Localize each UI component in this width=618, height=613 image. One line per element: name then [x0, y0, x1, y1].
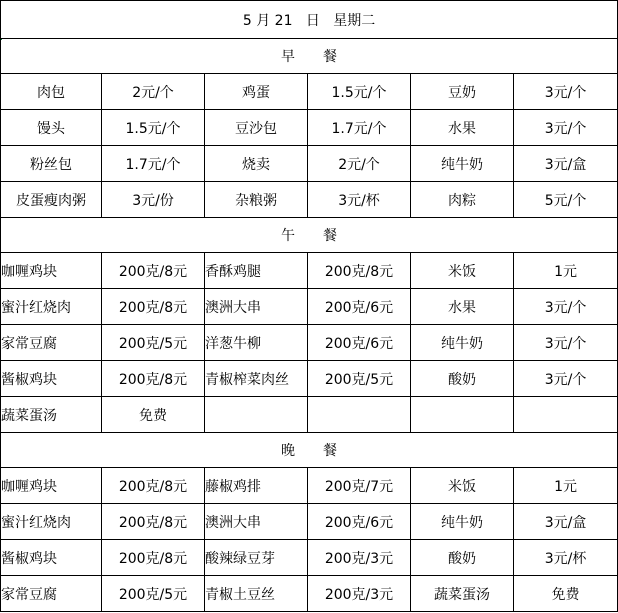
dish-name: 鸡蛋	[205, 74, 308, 110]
dish-name: 蔬菜蛋汤	[1, 397, 102, 433]
dish-price: 200克/3元	[308, 540, 411, 576]
dish-name: 水果	[411, 110, 514, 146]
dish-name: 澳洲大串	[205, 504, 308, 540]
dish-price: 1元	[514, 468, 618, 504]
dish-price: 3元/个	[514, 361, 618, 397]
dish-name: 豆奶	[411, 74, 514, 110]
table-row	[1, 325, 618, 361]
date-row	[1, 1, 618, 39]
dish-price: 200克/3元	[308, 576, 411, 612]
lunch-heading: 午 餐	[1, 218, 618, 253]
dinner-section	[1, 433, 618, 612]
dish-price: 3元/盒	[514, 146, 618, 182]
table-row	[1, 540, 618, 576]
dish-price: 5元/个	[514, 182, 618, 218]
dish-name: 水果	[411, 289, 514, 325]
dish-price: 3元/个	[514, 289, 618, 325]
dish-name: 烧卖	[205, 146, 308, 182]
dish-name: 咖喱鸡块	[1, 253, 102, 289]
dish-price: 3元/盒	[514, 504, 618, 540]
dish-price: 200克/8元	[102, 289, 205, 325]
dish-price: 1.5元/个	[308, 74, 411, 110]
dish-price: 2元/个	[102, 74, 205, 110]
dish-price: 免费	[514, 576, 618, 612]
dish-price: 200克/7元	[308, 468, 411, 504]
dish-name: 酱椒鸡块	[1, 540, 102, 576]
dish-price: 200克/8元	[102, 253, 205, 289]
dish-price: 200克/8元	[308, 253, 411, 289]
dish-price: 1.7元/个	[102, 146, 205, 182]
table-row	[1, 182, 618, 218]
dish-name: 蜜汁红烧肉	[1, 504, 102, 540]
dish-price: 3元/杯	[514, 540, 618, 576]
dish-name: 米饭	[411, 468, 514, 504]
dish-price: 2元/个	[308, 146, 411, 182]
dish-name: 纯牛奶	[411, 504, 514, 540]
dish-name: 粉丝包	[1, 146, 102, 182]
dish-name: 酸奶	[411, 361, 514, 397]
dish-price: 免费	[102, 397, 205, 433]
dish-name: 酱椒鸡块	[1, 361, 102, 397]
table-row	[1, 289, 618, 325]
dish-name: 蔬菜蛋汤	[411, 576, 514, 612]
dish-price: 3元/份	[102, 182, 205, 218]
dish-price: 1元	[514, 253, 618, 289]
table-row	[1, 253, 618, 289]
dish-price: 200克/8元	[102, 540, 205, 576]
table-row	[1, 504, 618, 540]
dinner-heading: 晚 餐	[1, 433, 618, 468]
dish-name: 米饭	[411, 253, 514, 289]
dish-name	[205, 397, 308, 433]
dish-price: 3元/个	[514, 325, 618, 361]
date-month-unit: 月	[256, 12, 271, 29]
dish-name: 家常豆腐	[1, 576, 102, 612]
dish-price: 200克/6元	[308, 325, 411, 361]
table-row	[1, 110, 618, 146]
dish-price: 200克/8元	[102, 361, 205, 397]
dish-name: 馒头	[1, 110, 102, 146]
table-row	[1, 576, 618, 612]
dish-name: 蜜汁红烧肉	[1, 289, 102, 325]
dish-price: 200克/8元	[102, 468, 205, 504]
table-row	[1, 468, 618, 504]
table-row	[1, 397, 618, 433]
breakfast-heading-row	[1, 39, 618, 74]
dish-price: 3元/杯	[308, 182, 411, 218]
date-day-unit: 日	[305, 12, 320, 29]
date-day: 21	[274, 12, 293, 29]
dish-name: 青椒土豆丝	[205, 576, 308, 612]
dish-name: 家常豆腐	[1, 325, 102, 361]
dish-name: 青椒榨菜肉丝	[205, 361, 308, 397]
table-row	[1, 74, 618, 110]
dish-price: 3元/个	[514, 110, 618, 146]
dish-price	[514, 397, 618, 433]
dish-name: 纯牛奶	[411, 325, 514, 361]
dish-name: 澳洲大串	[205, 289, 308, 325]
dinner-heading-row	[1, 433, 618, 468]
dish-name: 咖喱鸡块	[1, 468, 102, 504]
dish-name: 皮蛋瘦肉粥	[1, 182, 102, 218]
dish-name: 肉粽	[411, 182, 514, 218]
lunch-heading-row	[1, 218, 618, 253]
dish-price: 200克/5元	[102, 325, 205, 361]
dish-name: 藤椒鸡排	[205, 468, 308, 504]
breakfast-heading: 早 餐	[1, 39, 618, 74]
dish-price	[308, 397, 411, 433]
dish-name: 酸辣绿豆芽	[205, 540, 308, 576]
dish-name: 香酥鸡腿	[205, 253, 308, 289]
table-row	[1, 361, 618, 397]
dish-price: 1.5元/个	[102, 110, 205, 146]
dish-price: 200克/6元	[308, 289, 411, 325]
dish-price: 3元/个	[514, 74, 618, 110]
dish-price: 200克/5元	[102, 576, 205, 612]
dish-name: 洋葱牛柳	[205, 325, 308, 361]
date-weekday: 星期二	[333, 12, 376, 29]
dish-price: 200克/5元	[308, 361, 411, 397]
dish-price: 200克/6元	[308, 504, 411, 540]
dish-name: 豆沙包	[205, 110, 308, 146]
dish-name: 肉包	[1, 74, 102, 110]
dish-name: 杂粮粥	[205, 182, 308, 218]
table-row	[1, 146, 618, 182]
date-month: 5	[242, 12, 252, 29]
dish-name: 纯牛奶	[411, 146, 514, 182]
dish-price: 1.7元/个	[308, 110, 411, 146]
dish-name	[411, 397, 514, 433]
date-cell	[1, 1, 618, 39]
dish-name: 酸奶	[411, 540, 514, 576]
lunch-section	[1, 218, 618, 433]
breakfast-section	[1, 39, 618, 218]
dish-price: 200克/8元	[102, 504, 205, 540]
